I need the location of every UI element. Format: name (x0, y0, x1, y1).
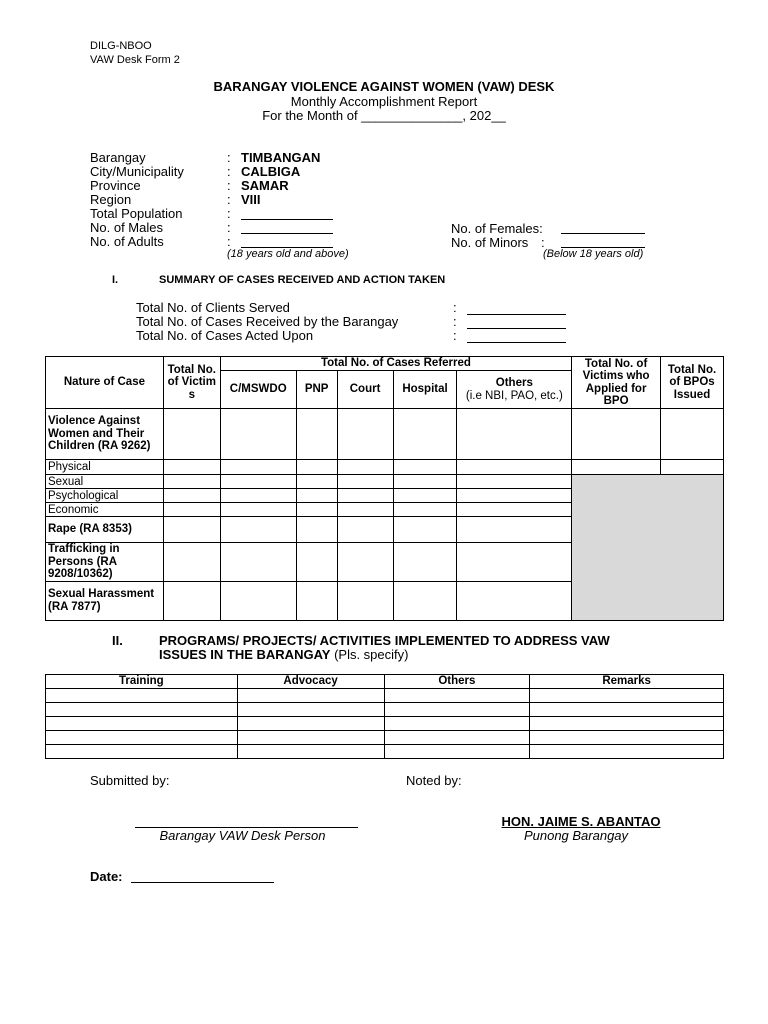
table-cell[interactable] (457, 475, 572, 489)
clients-served-label: Total No. of Clients Served (136, 300, 290, 315)
col-bpo-issued: Total No. of BPOs Issued (661, 357, 724, 409)
table-cell[interactable] (296, 503, 337, 517)
table-cell[interactable] (337, 489, 393, 503)
province-value: SAMAR (241, 178, 289, 193)
section-1-heading: SUMMARY OF CASES RECEIVED AND ACTION TAKEN (159, 274, 446, 286)
clients-served-blank[interactable] (467, 314, 566, 315)
row-economic-label: Economic (46, 503, 164, 517)
shaded-not-applicable-area (572, 475, 724, 621)
form-title: BARANGAY VIOLENCE AGAINST WOMEN (VAW) DESK (213, 79, 555, 94)
table-cell[interactable] (457, 489, 572, 503)
province-label: Province (90, 178, 141, 193)
section-1-number: I. (112, 274, 119, 286)
colon: : (227, 234, 231, 249)
colon: : (227, 178, 231, 193)
section-2-heading-text: ISSUES IN THE BARANGAY (159, 647, 331, 662)
section-2-heading-note: (Pls. specify) (334, 647, 409, 662)
region-value: VIII (241, 192, 261, 207)
colon: : (541, 235, 545, 250)
table-row (46, 716, 724, 730)
table-cell[interactable] (457, 503, 572, 517)
table-cell[interactable] (163, 503, 220, 517)
table-cell[interactable] (457, 543, 572, 582)
colon: : (453, 300, 457, 315)
table-cell[interactable] (220, 409, 296, 460)
table-cell[interactable] (530, 744, 724, 758)
table-row (46, 730, 724, 744)
table-cell[interactable] (337, 475, 393, 489)
table-cell[interactable] (393, 581, 457, 620)
table-row (46, 460, 724, 475)
info-labels (90, 151, 184, 249)
males-blank[interactable] (241, 233, 333, 234)
col-others (457, 371, 572, 409)
table-cell[interactable] (46, 744, 238, 758)
colon: : (453, 328, 457, 343)
table-cell[interactable] (220, 475, 296, 489)
col-court: Court (337, 371, 393, 409)
table-cell[interactable] (384, 716, 530, 730)
col-hospital: Hospital (393, 371, 457, 409)
info-values (241, 151, 320, 207)
population-blank[interactable] (241, 219, 333, 220)
table-cell[interactable] (296, 543, 337, 582)
minors-label: No. of Minors (451, 235, 529, 250)
table-cell[interactable] (296, 475, 337, 489)
cases-table (45, 356, 724, 621)
table-cell[interactable] (393, 475, 457, 489)
col-remarks: Remarks (530, 675, 724, 689)
table-cell[interactable] (457, 409, 572, 460)
colon: : (227, 206, 231, 221)
col-nature-of-case: Nature of Case (46, 357, 164, 409)
table-cell[interactable] (220, 543, 296, 582)
punong-barangay-name: HON. JAIME S. ABANTAO (501, 814, 661, 829)
cases-acted-label: Total No. of Cases Acted Upon (136, 328, 314, 343)
colon: : (227, 164, 231, 179)
table-cell[interactable] (220, 517, 296, 543)
col-pnp: PNP (296, 371, 337, 409)
table-cell[interactable] (237, 744, 384, 758)
table-cell[interactable] (530, 688, 724, 702)
table-cell[interactable] (220, 489, 296, 503)
table-cell[interactable] (337, 503, 393, 517)
table-cell[interactable] (296, 489, 337, 503)
colon: : (227, 220, 231, 235)
cases-received-blank[interactable] (467, 328, 566, 329)
table-cell[interactable] (337, 409, 393, 460)
col-others-title: Others (495, 377, 533, 389)
table-cell[interactable] (393, 517, 457, 543)
row-harassment-label: Sexual Harassment (RA 7877) (46, 581, 164, 620)
row-trafficking-label: Trafficking in Persons (RA 9208/10362) (46, 543, 164, 582)
table-cell[interactable] (220, 503, 296, 517)
table-cell[interactable] (572, 409, 661, 460)
table-row (46, 475, 724, 489)
minors-note: (Below 18 years old) (543, 248, 644, 260)
table-cell[interactable] (237, 702, 384, 716)
females-blank[interactable] (561, 233, 645, 234)
table-cell[interactable] (46, 688, 238, 702)
table-cell[interactable] (530, 716, 724, 730)
row-sexual-label: Sexual (46, 475, 164, 489)
table-cell[interactable] (296, 581, 337, 620)
colon: : (227, 150, 231, 165)
col-training: Training (46, 675, 238, 689)
table-cell[interactable] (220, 460, 296, 475)
table-cell[interactable] (296, 517, 337, 543)
table-cell[interactable] (337, 581, 393, 620)
table-cell[interactable] (163, 581, 220, 620)
table-row (46, 702, 724, 716)
barangay-value: TIMBANGAN (241, 150, 321, 165)
table-cell[interactable] (220, 581, 296, 620)
barangay-label: Barangay (90, 150, 146, 165)
table-cell[interactable] (393, 489, 457, 503)
row-psychological-label: Psychological (46, 489, 164, 503)
row-vawc-label: Violence Against Women and Their Children (RA 9262) (46, 409, 164, 460)
table-cell[interactable] (384, 702, 530, 716)
col-cases-referred: Total No. of Cases Referred (220, 357, 571, 371)
col-bpo-applied: Total No. of Victims who Applied for BPO (572, 357, 661, 409)
males-label: No. of Males (90, 220, 163, 235)
form-name: VAW Desk Form 2 (90, 54, 180, 66)
table-cell[interactable] (237, 688, 384, 702)
table-cell[interactable] (163, 489, 220, 503)
colon: : (453, 314, 457, 329)
table-row (46, 688, 724, 702)
report-month-line: For the Month of ______________, 202__ (262, 108, 506, 123)
submitted-by-label: Submitted by: (90, 773, 170, 788)
col-advocacy: Advocacy (237, 675, 384, 689)
info-colons (227, 151, 231, 249)
adults-note: (18 years old and above) (227, 248, 349, 260)
table-cell[interactable] (393, 543, 457, 582)
adults-label: No. of Adults (90, 234, 164, 249)
table-cell[interactable] (163, 409, 220, 460)
form-code: DILG-NBOO (90, 40, 152, 52)
table-cell[interactable] (661, 460, 724, 475)
table-cell[interactable] (337, 517, 393, 543)
table-cell[interactable] (393, 460, 457, 475)
noted-by-label: Noted by: (406, 773, 462, 788)
table-cell[interactable] (296, 409, 337, 460)
table-cell[interactable] (530, 730, 724, 744)
table-cell[interactable] (393, 409, 457, 460)
table-cell[interactable] (46, 716, 238, 730)
desk-person-title: Barangay VAW Desk Person (159, 828, 326, 843)
population-label: Total Population (90, 206, 183, 221)
city-label: City/Municipality (90, 164, 184, 179)
summary-colons (453, 301, 457, 343)
table-cell[interactable] (163, 517, 220, 543)
table-cell[interactable] (337, 460, 393, 475)
table-cell[interactable] (163, 475, 220, 489)
cases-received-label: Total No. of Cases Received by the Barangay (136, 314, 399, 329)
cases-acted-blank[interactable] (467, 342, 566, 343)
table-cell[interactable] (46, 702, 238, 716)
table-cell[interactable] (530, 702, 724, 716)
table-cell[interactable] (661, 409, 724, 460)
row-rape-label: Rape (RA 8353) (46, 517, 164, 543)
table-cell[interactable] (163, 460, 220, 475)
table-cell[interactable] (296, 460, 337, 475)
females-label: No. of Females: (451, 221, 543, 236)
table-cell[interactable] (393, 503, 457, 517)
region-label: Region (90, 192, 132, 207)
date-blank[interactable] (131, 882, 274, 883)
table-cell[interactable] (384, 744, 530, 758)
col-total-victims: Total No. of Victim s (163, 357, 220, 409)
table-cell[interactable] (163, 543, 220, 582)
programs-table (45, 674, 724, 759)
summary-labels (136, 301, 398, 343)
table-cell[interactable] (384, 730, 530, 744)
table-cell[interactable] (337, 543, 393, 582)
section-2-number: II. (112, 633, 123, 648)
table-cell[interactable] (384, 688, 530, 702)
row-physical-label: Physical (46, 460, 164, 475)
colon: : (227, 192, 231, 207)
table-cell[interactable] (572, 460, 661, 475)
form-subtitle: Monthly Accomplishment Report (290, 94, 478, 109)
table-cell[interactable] (237, 730, 384, 744)
col-others: Others (384, 675, 530, 689)
table-cell[interactable] (457, 581, 572, 620)
date-label: Date: (90, 869, 123, 884)
punong-barangay-title: Punong Barangay (523, 828, 629, 843)
city-value: CALBIGA (241, 164, 301, 179)
table-cell[interactable] (457, 517, 572, 543)
col-others-note: (i.e NBI, PAO, etc.) (465, 389, 563, 402)
table-cell[interactable] (237, 716, 384, 730)
table-cell[interactable] (457, 460, 572, 475)
section-2-heading-line-1: PROGRAMS/ PROJECTS/ ACTIVITIES IMPLEMENTED TO ADDRESS VAW (159, 633, 610, 648)
col-cmswdo: C/MSWDO (220, 371, 296, 409)
table-row (46, 409, 724, 460)
table-cell[interactable] (46, 730, 238, 744)
section-2-heading-line-2 (159, 647, 408, 662)
table-row (46, 744, 724, 758)
